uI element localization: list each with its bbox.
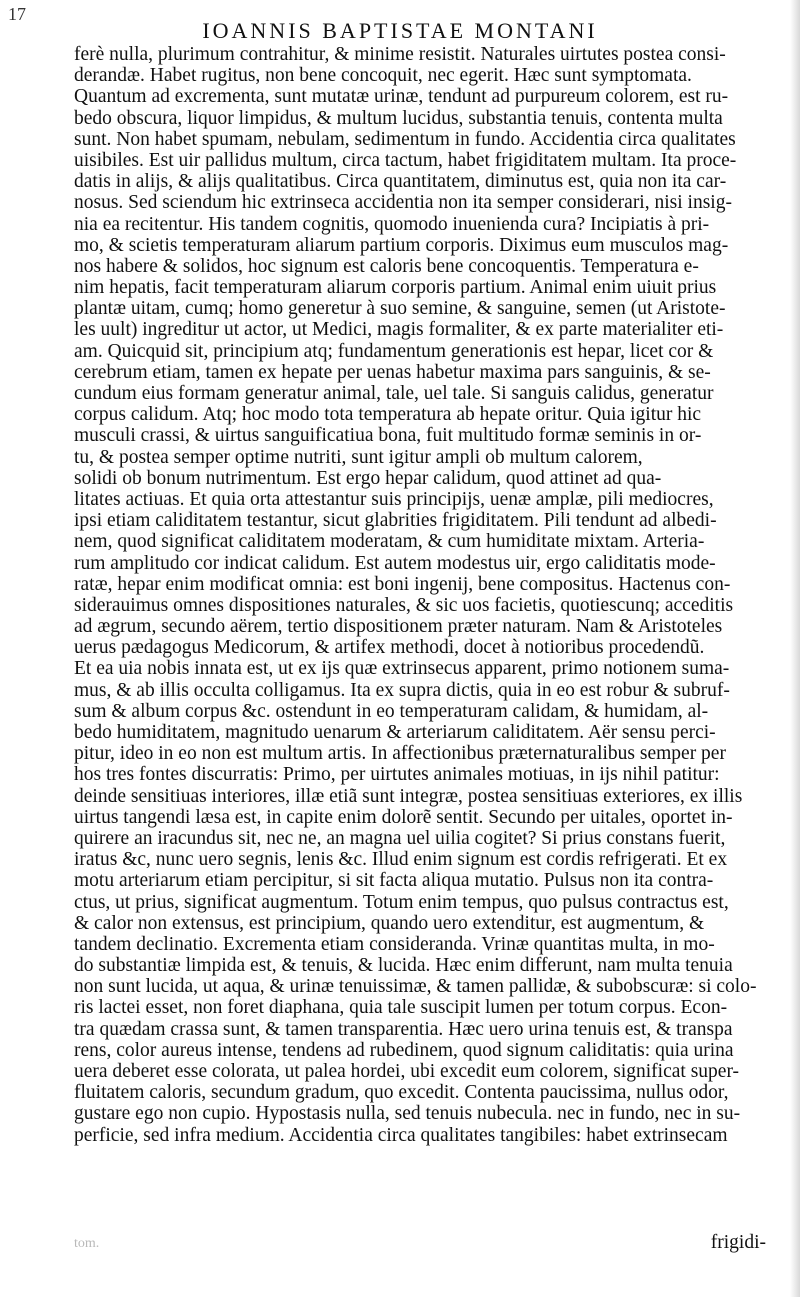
text-line: rens, color aureus intense, tendens ad rubedinem, quod signum caliditatis: quia urina <box>74 1039 734 1061</box>
text-line: derandæ. Habet rugitus, non bene concoquit, nec egerit. Hæc sunt symptomata. <box>74 65 692 87</box>
text-line: cundum eius formam generatur animal, tale, uel tale. Si sanguis calidus, generatur <box>74 383 714 404</box>
text-line: nosus. Sed sciendum hic extrinseca accidentia non ita semper considerari, nisi insig- <box>74 192 732 214</box>
text-line: am. Quicquid sit, principium atq; fundamentum generationis est hepar, licet cor & <box>74 340 714 362</box>
text-line: hos tres fontes discurratis: Primo, per uirtutes animales motiuas, in ijs nihil patitur: <box>74 764 720 786</box>
signature-mark: tom. <box>74 1236 100 1251</box>
catchword: frigidi- <box>710 1232 766 1253</box>
text-line: ferè nulla, plurimum contrahitur, & minime resistit. Naturales uirtutes postea consi- <box>74 44 726 65</box>
text-line: mus, & ab illis occulta colligamus. Ita ex supra dictis, quia in eo est robur & subruf- <box>74 679 730 701</box>
text-line: plantæ uitam, cumq; homo generetur à suo semine, & sanguine, semen (ut Aristote- <box>74 298 726 320</box>
text-line: sum & album corpus &c. ostendunt in eo temperaturam calidam, & humidam, al- <box>74 700 709 722</box>
text-line: nia ea recitentur. His tandem cognitis, quomodo inuenienda cura? Incipiatis à pri- <box>74 213 710 235</box>
text-line: do substantiæ limpida est, & tenuis, & lucida. Hæc enim differunt, nam multa tenuia <box>74 955 733 977</box>
text-line: ctus, ut prius, significat augmentum. Totum enim tempus, quo pulsus contractus est, <box>74 891 729 913</box>
text-line: Et ea uia nobis innata est, ut ex ijs quæ extrinsecus apparent, primo notionem suma- <box>74 658 730 680</box>
text-line: ris lactei esset, non foret diaphana, quia tale suscipit lumen per totum corpus. Econ- <box>74 997 728 1019</box>
text-line: gustare ego non cupio. Hypostasis nulla, sed tenuis nubecula. nec in fundo, nec in su- <box>74 1103 741 1125</box>
text-line: bedo obscura, liquor limpidus, & multum lucidus, substantia tenuis, contenta multa <box>74 107 723 129</box>
text-line: quirere an iracundus sit, nec ne, an magna uel uilia cogitet? Si prius constans fuerit, <box>74 827 726 849</box>
text-line: ratæ, hepar enim modificat omnia: est boni ingenij, bene compositus. Hactenus con- <box>74 573 731 595</box>
text-line: pitur, ideo in eo non est multum artis. In affectionibus præternaturalibus semper per <box>74 743 726 765</box>
text-line: ipsi etiam caliditatem testantur, sicut glabrities frigiditatem. Pili tendunt ad albedi- <box>74 510 717 532</box>
text-line: tra quædam crassa sunt, & tamen transparentia. Hæc uero urina tenuis est, & transpa <box>74 1018 733 1040</box>
text-line: uisibiles. Est uir pallidus multum, circa tactum, habet frigiditatem multam. Ita proce- <box>74 149 737 171</box>
text-line: datis in alijs, & alijs qualitatibus. Circa quantitatem, diminutus est, quia non ita car- <box>74 171 727 193</box>
text-line: bedo humiditatem, magnitudo uenarum & arteriarum caliditatem. Aër sensu perci- <box>74 722 716 743</box>
text-line: nos habere & solidos, hoc signum est caloris bene concoquentis. Temperatura e- <box>74 255 699 277</box>
text-line: solidi ob bonum nutrimentum. Est ergo hepar calidum, quod attinet ad qua- <box>74 467 662 489</box>
running-head: IOANNIS BAPTISTAE MONTANI <box>202 18 598 43</box>
text-line: deinde sensitiuas interiores, illæ etiã sunt integræ, postea sensitiuas exteriores, ex illis <box>74 785 743 807</box>
text-line: musculi crassi, & uirtus sanguificatiua bona, fuit multitudo formæ seminis in or- <box>74 425 702 447</box>
text-line: les uult) ingreditur ut actor, ut Medici, magis formaliter, & ex parte materialiter eti- <box>74 319 724 341</box>
text-line: nim hepatis, facit temperaturam aliarum corporis partium. Animal enim uiuit prius <box>74 277 717 299</box>
text-line: iratus &c, nunc uero segnis, lenis &c. Illud enim signum est cordis refrigerati. Et ex <box>74 849 728 871</box>
text-line: non sunt lucida, ut aqua, & urinæ tenuissimæ, & tamen pallidæ, & subobscuræ: si colo- <box>74 976 757 998</box>
text-line: uirtus tangendi læsa est, in capite enim dolorẽ sentit. Secundo per uitales, oportet in- <box>74 806 733 828</box>
text-line: motu arteriarum etiam percipitur, si sit facta aliqua mutatio. Pulsus non ita contra- <box>74 870 714 892</box>
text-line: uera deberet esse colorata, ut palea hordei, ubi excedit eum colorem, significat super- <box>74 1061 740 1082</box>
text-line: Quantum ad excrementa, sunt mutatæ urinæ, tendunt ad purpureum colorem, est ru- <box>74 86 729 108</box>
text-line: mo, & scietis temperaturam aliarum partium corporis. Diximus eum musculos mag- <box>74 234 729 256</box>
text-line: perficie, sed infra medium. Accidentia circa qualitates tangibiles: habet extrinsecam <box>74 1124 728 1146</box>
text-line: nem, quod significat caliditatem moderatam, & cum humiditate mixtam. Arteria- <box>74 531 705 553</box>
text-line: siderauimus omnes dispositiones naturales, & sic uos facietis, quotiescunq; acceditis <box>74 594 734 616</box>
text-line: corpus calidum. Atq; hoc modo tota temperatura ab hepate oritur. Quia igitur hic <box>74 404 702 426</box>
text-line: sunt. Non habet spumam, nebulam, sedimentum in fundo. Accidentia circa qualitates <box>74 128 736 150</box>
text-block <box>74 44 772 1146</box>
text-line: fluitatem caloris, secundum gradum, quo excedit. Contenta paucissima, nullus odor, <box>74 1082 729 1104</box>
text-line: cerebrum etiam, tamen ex hepate per uenas habetur maxima pars sanguinis, & se- <box>74 361 711 383</box>
footer-row <box>74 1232 772 1254</box>
text-line: ad ægrum, secundo aërem, tertio dispositionem præter naturam. Nam & Aristoteles <box>74 616 723 638</box>
page-edge-shadow <box>790 0 800 1297</box>
text-line: rum amplitudo cor indicat calidum. Est autem modestus uir, ergo caliditatis mode- <box>74 552 716 574</box>
text-line: tandem declinatio. Excrementa etiam consideranda. Vrinæ quantitas multa, in mo- <box>74 933 715 955</box>
text-line: & calor non extensus, est principium, quando uero extenditur, est augmentum, & <box>74 912 705 934</box>
text-line: tu, & postea semper optime nutriti, sunt igitur ampli ob multum calorem, <box>74 446 643 468</box>
text-line: litates actiuas. Et quia orta attestantur suis principijs, uenæ amplæ, pili mediocres, <box>74 488 714 510</box>
folio-number: 17 <box>8 4 26 24</box>
text-line: uerus pædagogus Medicorum, & artifex methodi, docet à notioribus procedendũ. <box>74 637 705 659</box>
